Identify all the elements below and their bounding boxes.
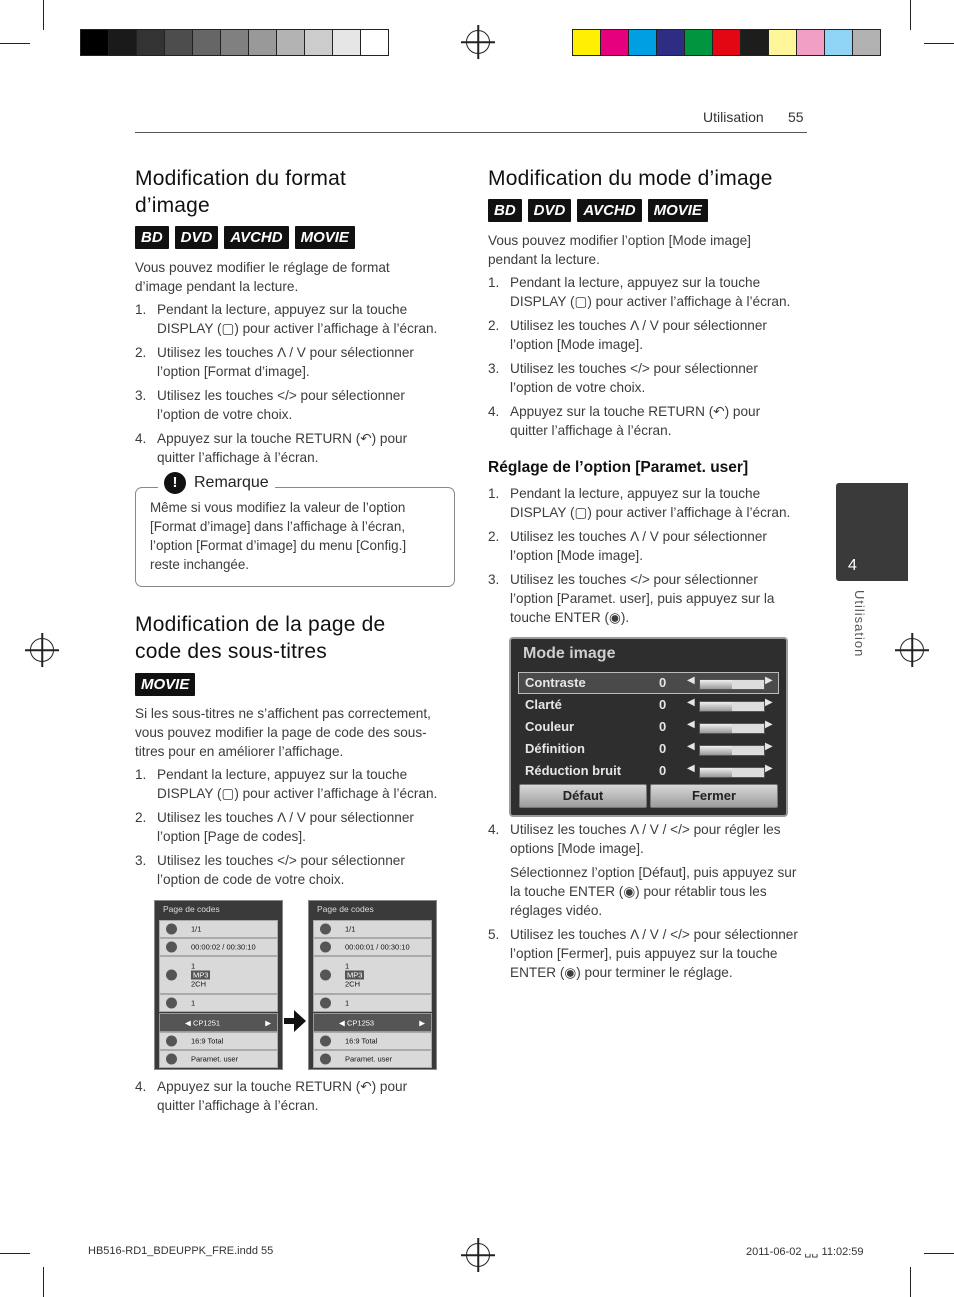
arrow-left-icon[interactable]: ◀	[687, 697, 695, 708]
mode-image-row[interactable]	[519, 739, 778, 759]
level-bar[interactable]	[699, 701, 765, 712]
running-header-section: Utilisation	[703, 109, 764, 125]
note-title: Remarque	[194, 474, 269, 491]
note-header	[158, 472, 275, 494]
picture-mode-icon	[166, 1054, 177, 1065]
format-steps	[135, 300, 445, 472]
arrow-left-icon[interactable]: ◀	[185, 1018, 191, 1027]
mode-steps	[488, 273, 800, 445]
arrow-right-icon[interactable]: ▶	[765, 675, 773, 686]
info-value: 16:9 Total	[345, 1036, 378, 1046]
badge-movie: MOVIE	[135, 673, 195, 696]
chapter-label: Utilisation	[852, 590, 867, 658]
disc-badges-format	[135, 226, 355, 249]
setting-value: 0	[659, 719, 667, 734]
code-page-icon	[320, 1017, 331, 1028]
registration-mark-left	[30, 638, 54, 662]
arrow-right-icon[interactable]: ▶	[765, 719, 773, 730]
info-value: 00:00:02 / 00:30:10	[191, 942, 256, 952]
step-number: 2.	[135, 345, 147, 360]
step-item	[135, 765, 445, 803]
setting-value: 0	[659, 675, 667, 690]
color-swatch	[601, 30, 629, 55]
audio-icon	[166, 970, 177, 981]
header-rule	[135, 132, 807, 133]
color-swatch	[137, 30, 165, 55]
section-title-mode: Modification du mode d’image	[488, 167, 773, 190]
mode-image-panel	[509, 637, 788, 817]
setting-value: 0	[659, 697, 667, 712]
badge-movie: MOVIE	[648, 199, 708, 222]
info-value: Paramet. user	[345, 1054, 393, 1064]
setting-value: 0	[659, 741, 667, 756]
section-title-subtitle: Modification de la page de code des sous-titres	[135, 613, 386, 663]
subtitle-icon	[320, 998, 331, 1009]
color-swatches	[572, 29, 881, 56]
step-text: Utilisez les touches Λ / V pour sélectionner l’option [Mode image].	[510, 529, 767, 563]
step-text: Utilisez les touches Λ / V / </> pour sélectionner l’option [Fermer], puis appuyez sur la touche ENTER (◉) pour terminer le réglage.	[510, 927, 798, 980]
exclamation-icon: !	[164, 472, 186, 494]
step-text: Utilisez les touches Λ / V pour sélectionner l’option [Mode image].	[510, 318, 767, 352]
info-row	[313, 1032, 432, 1050]
badge-bd: BD	[135, 226, 169, 249]
info-value: 1	[345, 998, 350, 1008]
step-item	[488, 359, 800, 397]
level-bar[interactable]	[699, 745, 765, 756]
step-number: 3.	[135, 853, 147, 868]
info-row[interactable]	[159, 1013, 278, 1032]
disc-icon	[166, 924, 177, 935]
step-text: Pendant la lecture, appuyez sur la touche DISPLAY (▢) pour activer l’affichage à l’écran.	[157, 767, 438, 801]
step-item	[135, 851, 445, 889]
color-swatch	[361, 30, 388, 55]
code-page-screen-title: Page de codes	[317, 904, 374, 914]
step-number: 2.	[488, 529, 500, 544]
step-text: Pendant la lecture, appuyez sur la touche DISPLAY (▢) pour activer l’affichage à l’écran.	[510, 275, 791, 309]
level-bar[interactable]	[699, 767, 765, 778]
step-item	[488, 570, 800, 627]
chapter-number: 4	[848, 557, 857, 574]
audio-info: 1 MP3 2CH	[191, 961, 209, 989]
registration-mark-bottom	[466, 1243, 490, 1267]
color-swatch	[573, 30, 601, 55]
arrow-right-icon[interactable]: ▶	[765, 763, 773, 774]
subtitle-intro: Si les sous-titres ne s’affichent pas correctement, vous pouvez modifier la page de code des sous-titres pour en améliorer l’affichage.	[135, 706, 431, 759]
step-number: 4.	[488, 404, 500, 419]
color-swatch	[853, 30, 880, 55]
step-number: 2.	[135, 810, 147, 825]
step-text: Pendant la lecture, appuyez sur la touche DISPLAY (▢) pour activer l’affichage à l’écran.	[510, 486, 791, 520]
color-swatch	[629, 30, 657, 55]
step-item	[488, 820, 800, 858]
step-text: Utilisez les touches </> pour sélectionner l’option de votre choix.	[510, 361, 758, 395]
info-value: 1/1	[345, 924, 356, 934]
section-title-format: Modification du format d’image	[135, 167, 346, 217]
info-row	[159, 956, 278, 994]
badge-dvd: DVD	[528, 199, 572, 222]
color-swatch	[249, 30, 277, 55]
color-swatch	[81, 30, 109, 55]
audio-icon	[320, 970, 331, 981]
step-text: Utilisez les touches </> pour sélectionner l’option de code de votre choix.	[157, 853, 405, 887]
step-item	[135, 386, 445, 424]
color-swatch	[221, 30, 249, 55]
color-swatch	[333, 30, 361, 55]
info-row[interactable]	[313, 1013, 432, 1032]
step-item	[135, 808, 445, 846]
color-swatch	[109, 30, 137, 55]
chapter-tab	[836, 483, 908, 581]
color-swatch	[769, 30, 797, 55]
mode-image-row[interactable]	[519, 695, 778, 715]
step-item	[488, 925, 806, 982]
footer-file: HB516-RD1_BDEUPPK_FRE.indd 55	[88, 1245, 274, 1257]
setting-label: Contraste	[525, 675, 586, 690]
step-number: 2.	[488, 318, 500, 333]
arrow-right-icon[interactable]: ▶	[765, 741, 773, 752]
color-swatch	[685, 30, 713, 55]
registration-mark-top	[466, 30, 490, 54]
mode-image-row[interactable]	[519, 717, 778, 737]
arrow-right-icon	[284, 1008, 306, 1034]
info-row	[313, 1050, 432, 1068]
step-text: Utilisez les touches </> pour sélectionner l’option [Paramet. user], puis appuyez sur la touche ENTER (◉).	[510, 572, 775, 625]
close-button[interactable]: Fermer	[650, 784, 778, 808]
subtitle-step-4	[135, 1077, 445, 1120]
default-button[interactable]: Défaut	[519, 784, 647, 808]
step-item	[488, 402, 800, 440]
badge-movie: MOVIE	[295, 226, 355, 249]
arrow-left-icon[interactable]: ◀	[687, 675, 695, 686]
code-page-screen	[308, 900, 437, 1070]
page-number: 55	[788, 109, 804, 125]
user-step-4	[488, 820, 800, 863]
info-value: 1/1	[191, 924, 202, 934]
aspect-icon	[166, 1036, 177, 1047]
disc-icon	[320, 924, 331, 935]
step-text: Utilisez les touches Λ / V / </> pour régler les options [Mode image].	[510, 822, 781, 856]
step-text: Appuyez sur la touche RETURN (↶) pour quitter l’affichage à l’écran.	[510, 404, 761, 438]
code-page-value: CP1251	[193, 1018, 221, 1027]
note-text: Même si vous modifiez la valeur de l’option [Format d’image] dans l’affichage à l’écran, l’option [Format d’image] du menu [Config.] reste inchangée.	[150, 500, 407, 572]
step-item	[135, 300, 445, 338]
step-number: 4.	[488, 822, 500, 837]
step-number: 3.	[135, 388, 147, 403]
user-step4-sub: Sélectionnez l’option [Défaut], puis appuyez sur la touche ENTER (◉) pour rétablir tous les réglages vidéo.	[510, 865, 797, 918]
info-row	[313, 938, 432, 956]
step-item	[488, 484, 800, 522]
clock-icon	[166, 942, 177, 953]
info-row	[313, 994, 432, 1012]
color-swatch	[277, 30, 305, 55]
code-page-value: CP1253	[347, 1018, 375, 1027]
user-step-5	[488, 925, 806, 987]
color-swatch	[797, 30, 825, 55]
step-item	[135, 1077, 445, 1115]
aspect-icon	[320, 1036, 331, 1047]
user-steps	[488, 484, 800, 632]
step-text: Appuyez sur la touche RETURN (↶) pour quitter l’affichage à l’écran.	[157, 431, 408, 465]
step-number: 5.	[488, 927, 500, 942]
info-row	[159, 938, 278, 956]
audio-info: 1 MP3 2CH	[345, 961, 363, 989]
mode-image-panel-title: Mode image	[523, 645, 616, 662]
info-row	[313, 920, 432, 938]
subtitle-icon	[166, 998, 177, 1009]
grayscale-swatches	[80, 29, 389, 56]
subsection-title-user: Réglage de l’option [Paramet. user]	[488, 459, 749, 476]
mode-image-row[interactable]	[519, 673, 778, 693]
arrow-right-icon[interactable]: ▶	[265, 1018, 271, 1027]
badge-avchd: AVCHD	[577, 199, 641, 222]
step-item	[488, 273, 800, 311]
step-text: Appuyez sur la touche RETURN (↶) pour quitter l’affichage à l’écran.	[157, 1079, 408, 1113]
step-item	[488, 316, 800, 354]
arrow-left-icon[interactable]: ◀	[339, 1018, 345, 1027]
info-value: 1	[191, 998, 196, 1008]
color-swatch	[657, 30, 685, 55]
mode-intro: Vous pouvez modifier l’option [Mode image] pendant la lecture.	[488, 233, 751, 267]
step-item	[488, 527, 800, 565]
info-value: 00:00:01 / 00:30:10	[345, 942, 410, 952]
color-swatch	[713, 30, 741, 55]
badge-avchd: AVCHD	[224, 226, 288, 249]
arrow-right-icon[interactable]: ▶	[419, 1018, 425, 1027]
clock-icon	[320, 942, 331, 953]
step-text: Utilisez les touches Λ / V pour sélectionner l’option [Page de codes].	[157, 810, 414, 844]
info-value: Paramet. user	[191, 1054, 239, 1064]
level-bar[interactable]	[699, 679, 765, 690]
step-number: 4.	[135, 431, 147, 446]
setting-label: Clarté	[525, 697, 562, 712]
mode-image-row[interactable]	[519, 761, 778, 781]
info-row	[313, 956, 432, 994]
picture-mode-icon	[320, 1054, 331, 1065]
code-page-screen-title: Page de codes	[163, 904, 220, 914]
setting-label: Réduction bruit	[525, 763, 622, 778]
arrow-left-icon[interactable]: ◀	[687, 719, 695, 730]
step-number: 4.	[135, 1079, 147, 1094]
info-row	[159, 994, 278, 1012]
disc-badges-subtitle	[135, 673, 195, 696]
arrow-left-icon[interactable]: ◀	[687, 741, 695, 752]
subtitle-steps	[135, 765, 445, 894]
code-page-icon	[166, 1017, 177, 1028]
arrow-left-icon[interactable]: ◀	[687, 763, 695, 774]
format-intro: Vous pouvez modifier le réglage de format d’image pendant la lecture.	[135, 260, 390, 294]
color-swatch	[165, 30, 193, 55]
step-text: Utilisez les touches Λ / V pour sélectionner l’option [Format d’image].	[157, 345, 414, 379]
step-number: 3.	[488, 361, 500, 376]
step-number: 1.	[488, 275, 500, 290]
setting-label: Définition	[525, 741, 585, 756]
footer-date: 2011-06-02 ␣␣ 11:02:59	[746, 1246, 864, 1258]
step-number: 3.	[488, 572, 500, 587]
info-row	[159, 920, 278, 938]
disc-badges-mode	[488, 199, 708, 222]
info-value: 16:9 Total	[191, 1036, 224, 1046]
color-swatch	[825, 30, 853, 55]
setting-label: Couleur	[525, 719, 575, 734]
step-text: Utilisez les touches </> pour sélectionner l’option de votre choix.	[157, 388, 405, 422]
step-item	[135, 429, 445, 467]
setting-value: 0	[659, 763, 667, 778]
step-number: 1.	[135, 767, 147, 782]
step-item	[135, 343, 445, 381]
color-swatch	[741, 30, 769, 55]
step-text: Pendant la lecture, appuyez sur la touche DISPLAY (▢) pour activer l’affichage à l’écran.	[157, 302, 438, 336]
color-swatch	[193, 30, 221, 55]
code-page-screen	[154, 900, 283, 1070]
info-row	[159, 1050, 278, 1068]
badge-bd: BD	[488, 199, 522, 222]
step-number: 1.	[488, 486, 500, 501]
badge-dvd: DVD	[175, 226, 219, 249]
registration-mark-right	[900, 638, 924, 662]
color-swatch	[305, 30, 333, 55]
step-number: 1.	[135, 302, 147, 317]
info-row	[159, 1032, 278, 1050]
level-bar[interactable]	[699, 723, 765, 734]
arrow-right-icon[interactable]: ▶	[765, 697, 773, 708]
